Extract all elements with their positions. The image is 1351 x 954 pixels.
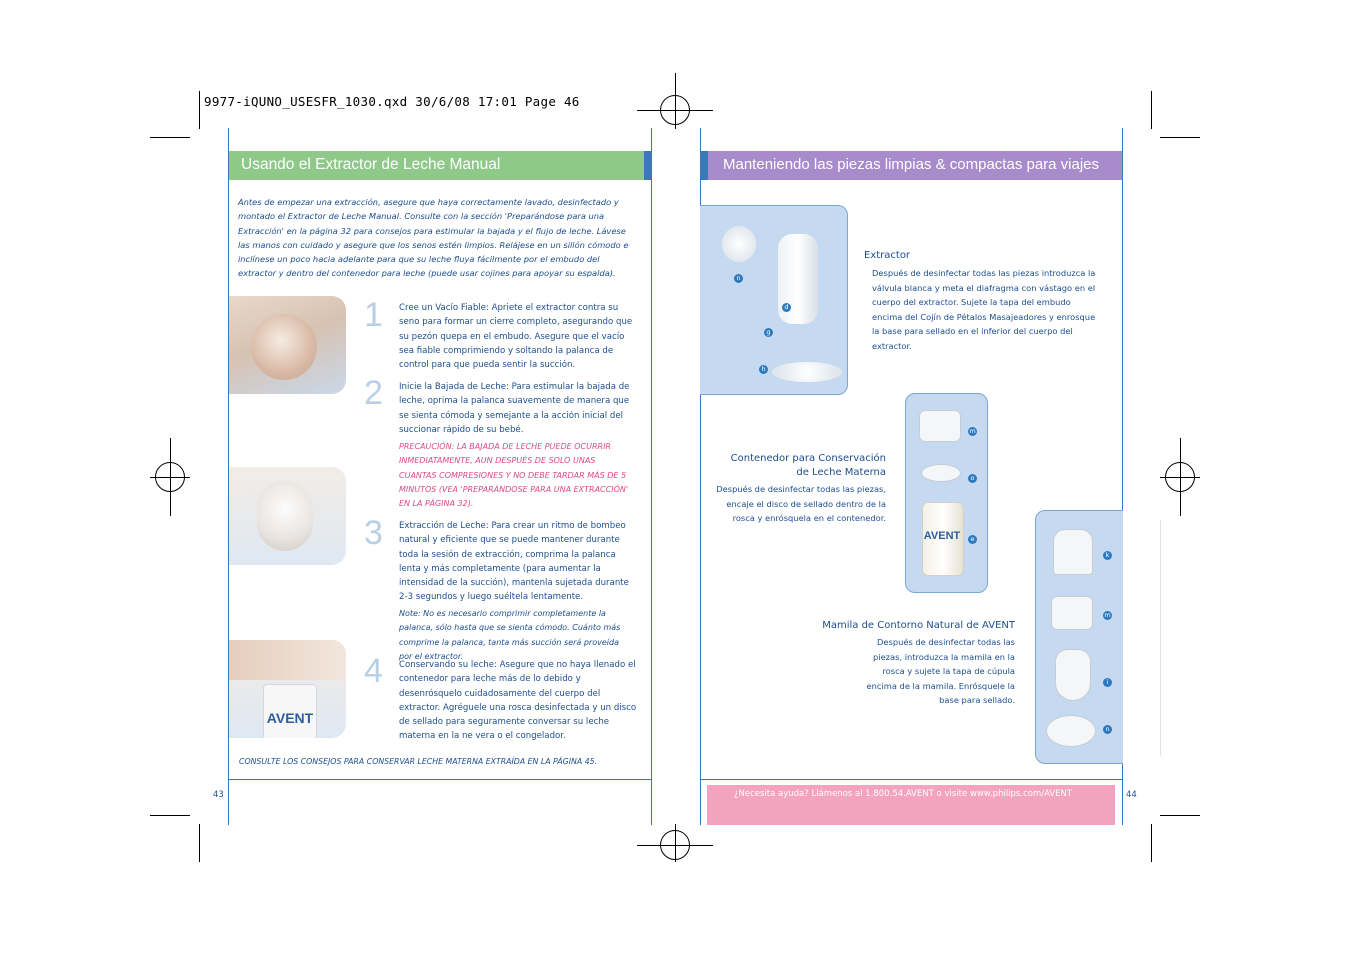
step-1-text: Cree un Vacío Fiable: Apriete el extractor contra su seno para formar un cierre completo, asegurando que su pezón quepa en el embudo. Asegure que el vacío sea fiable comprimiendo y soltando la palanca de control para que pueda sentir la succión. — [399, 303, 633, 371]
avent-logo: AVENT — [923, 530, 961, 542]
page-number-right: 44 — [1126, 790, 1137, 800]
crop-mark — [1160, 137, 1200, 138]
crop-mark — [1151, 91, 1152, 129]
container-text: Después de desinfectar todas las piezas, encaje el disco de sellado dentro de la rosca y enrósquela en el contenedor. — [716, 484, 886, 523]
crop-mark — [199, 91, 200, 129]
container-title — [700, 452, 886, 479]
photo-hand-pump — [229, 467, 346, 565]
footer-note: CONSULTE LOS CONSEJOS PARA CONSERVAR LECHE MATERNA EXTRAÍDA EN LA PÁGINA 45. — [239, 757, 598, 766]
part-label: m — [1104, 611, 1111, 619]
step-2-text: Inicie la Bajada de Leche: Para estimular la bajada de leche, oprima la palanca suavemente de manera que se sienta cómoda y semejante a la acción inicial del succionar rápido de su bebé. — [399, 382, 630, 435]
intro-paragraph: Antes de empezar una extracción, asegure que haya correctamente lavado, desinfectado y montado el Extractor de Leche Manual. Consulte con la sección 'Preparándose para una Extracción' en la página 32 para consejos para estimular la bajada y el flujo de leche. Lávese las manos con cuidado y asegure que los senos estén limpios. Relájese en un sillón cómodo e inclínese un poco hacia adelante para que su leche fluya fácilmente por el embudo del extractor y dentro del contenedor para leche (puede usar cojines para apoyar su espalda). — [238, 197, 629, 279]
title-bar-accent — [701, 151, 708, 180]
step-3-text: Extracción de Leche: Para crear un ritmo de bombeo natural y eficiente que se puede mantener durante toda la sesión de extracción, comprima la palanca lenta y más completamente (para aumentar la intensidad de la succión), mantenla sujetada durante 2-3 segundos y luego suéltela lentamente. — [399, 521, 629, 603]
part-label: o — [968, 474, 977, 483]
left-page-gutter — [651, 128, 652, 825]
crop-mark — [1151, 824, 1152, 862]
crop-mark — [1160, 815, 1200, 816]
right-page-title: Manteniendo las piezas limpias & compactas para viajes — [723, 156, 1100, 173]
page-number-left: 43 — [213, 790, 224, 800]
avent-logo: AVENT — [266, 710, 314, 726]
part-label: i — [1103, 678, 1112, 687]
help-text: ¿Necesita ayuda? Llámenos al 1.800.54.AVENT o visite www.philips.com/AVENT — [734, 789, 1073, 799]
part-label: h — [759, 365, 768, 374]
extractor-text: Después de desinfectar todas las piezas introduzca la válvula blanca y meta el diafragma con vástago en el cuerpo del extractor. Sujete la tapa del embudo encima del Cojín de Pétalos Masajeadores y enrosque la base para sellado en el inferior del cuerpo del extractor. — [872, 268, 1096, 351]
part-label: m — [969, 427, 976, 435]
part-label: k — [1103, 551, 1112, 560]
right-title-bar — [701, 151, 1122, 180]
left-page-title: Usando el Extractor de Leche Manual — [241, 156, 501, 173]
extractor-title: Extractor — [864, 250, 911, 261]
photo-breast-pump — [229, 296, 346, 394]
caution-text: PRECAUCIÓN: LA BAJADA DE LECHE PUEDE OCURRIR INMEDIATAMENTE, AUN DESPUÉS DE SOLO UNAS CUANTAS COMPRESIONES Y NO DEBE TARDAR MÁS DE 5 MINUTOS (VEA 'PREPARÁNDOSE PARA UNA EXTRACCIÓN' EN LA PÁGINA 32). — [399, 442, 629, 509]
part-label: n — [1103, 725, 1112, 734]
help-bar — [707, 785, 1115, 825]
step-number: 1 — [364, 296, 383, 334]
photo-avent-container — [229, 640, 346, 738]
part-label: n — [734, 274, 743, 283]
bottle-text: Después de desinfectar todas las piezas, introduzca la mamila en la rosca y sujete la tapa de cúpula encima de la mamila. Enrósquele la base para sellado. — [866, 637, 1015, 705]
bottle-title: Mamila de Contorno Natural de AVENT — [822, 620, 1015, 631]
left-footer-rule — [228, 779, 652, 780]
faint-rule — [1160, 520, 1161, 756]
title-bar-accent — [644, 151, 651, 180]
step-number: 2 — [364, 374, 383, 412]
note-text: Note: No es necesario comprimir completamente la palanca, sólo hasta que se sienta cómodo. Cuánto más comprime la palanca, tanta más succión será proveída por el extractor. — [399, 609, 621, 661]
crop-mark — [150, 815, 190, 816]
part-label: d — [782, 303, 791, 312]
crop-mark — [150, 137, 190, 138]
container-title-line1: Contenedor para Conservación — [730, 453, 886, 464]
right-footer-rule — [700, 779, 1123, 780]
part-label: e — [968, 535, 977, 544]
bottle-illustration — [1035, 510, 1123, 764]
part-label: g — [764, 328, 773, 337]
container-illustration — [905, 393, 988, 593]
crop-mark — [199, 824, 200, 862]
extractor-illustration — [700, 205, 848, 395]
container-title-line2: de Leche Materna — [796, 466, 886, 478]
step-number: 3 — [364, 514, 383, 552]
left-title-bar — [229, 151, 648, 180]
print-slug: 9977-iQUNO_USESFR_1030.qxd 30/6/08 17:01 Page 46 — [204, 94, 580, 109]
step-4-text: Conservando su leche: Asegure que no haya llenado el contenedor para leche más de lo debido y desenrósquelo cuidadosamente del cuerpo del extractor. Agréguele una rosca desinfectada y un disco de sellado para seguramente conversar su leche materna en la ne vera o el congelador. — [399, 660, 637, 742]
step-number: 4 — [364, 652, 383, 690]
